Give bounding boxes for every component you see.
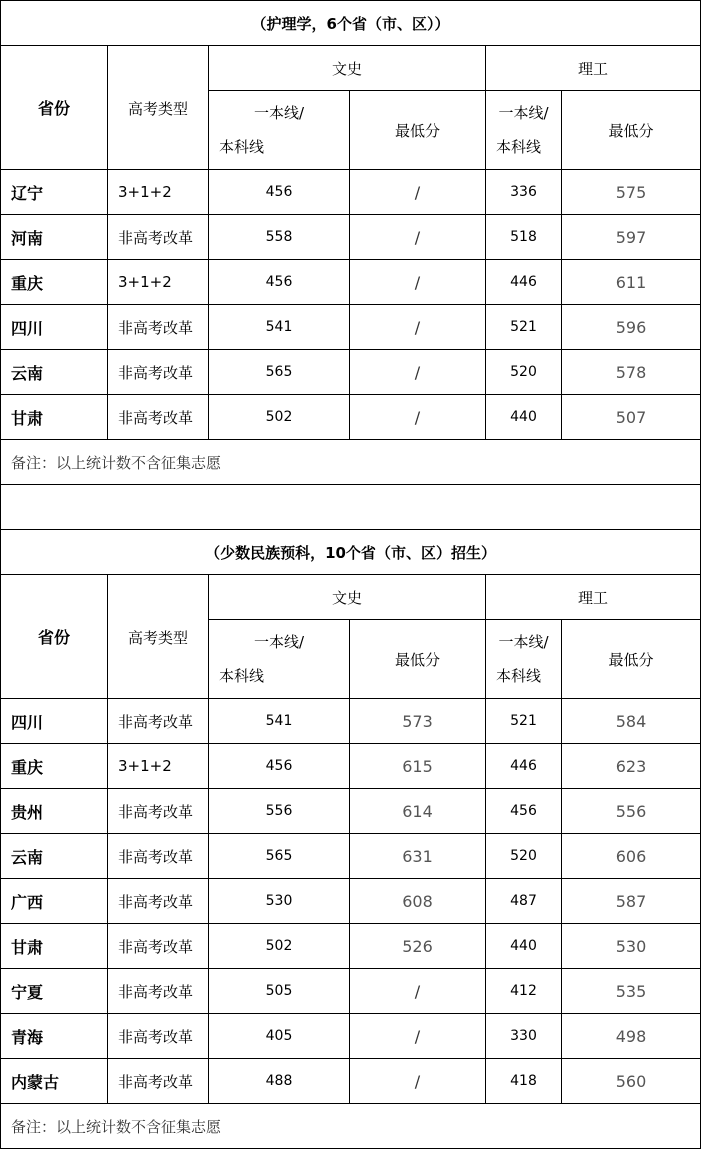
province-cell: 重庆 bbox=[1, 744, 108, 789]
arts-min-cell: / bbox=[350, 395, 486, 440]
table-row bbox=[1, 744, 701, 789]
header-science-min: 最低分 bbox=[562, 91, 701, 170]
arts-line-cell: 565 bbox=[209, 350, 350, 395]
arts-line-cell: 456 bbox=[209, 260, 350, 305]
table-row bbox=[1, 1014, 701, 1059]
table-row bbox=[1, 969, 701, 1014]
arts-min-cell: / bbox=[350, 1014, 486, 1059]
exam-type-cell: 非高考改革 bbox=[108, 924, 209, 969]
arts-line-cell: 558 bbox=[209, 215, 350, 260]
province-cell: 广西 bbox=[1, 879, 108, 924]
header-arts-line bbox=[209, 91, 350, 170]
province-cell: 贵州 bbox=[1, 789, 108, 834]
exam-type-cell: 非高考改革 bbox=[108, 305, 209, 350]
header-line-b: 本科线 bbox=[219, 138, 265, 156]
header-line-a: 一本线/ bbox=[498, 633, 549, 651]
header-arts: 文史 bbox=[209, 46, 486, 91]
arts-line-cell: 456 bbox=[209, 170, 350, 215]
science-line-cell: 520 bbox=[486, 350, 562, 395]
table-row bbox=[1, 789, 701, 834]
table-row bbox=[1, 395, 701, 440]
exam-type-cell: 3+1+2 bbox=[108, 260, 209, 305]
exam-type-cell: 非高考改革 bbox=[108, 789, 209, 834]
science-line-cell: 456 bbox=[486, 789, 562, 834]
arts-line-cell: 541 bbox=[209, 305, 350, 350]
note-text: 备注：以上统计数不含征集志愿 bbox=[1, 1104, 701, 1149]
science-min-cell: 587 bbox=[562, 879, 701, 924]
table-title-row bbox=[1, 1, 701, 46]
note-row bbox=[1, 440, 701, 485]
arts-min-cell: / bbox=[350, 1059, 486, 1104]
science-line-cell: 518 bbox=[486, 215, 562, 260]
table-row bbox=[1, 170, 701, 215]
arts-min-cell: / bbox=[350, 350, 486, 395]
arts-min-cell: 614 bbox=[350, 789, 486, 834]
exam-type-cell: 非高考改革 bbox=[108, 1059, 209, 1104]
province-cell: 云南 bbox=[1, 350, 108, 395]
science-line-cell: 446 bbox=[486, 744, 562, 789]
science-line-cell: 336 bbox=[486, 170, 562, 215]
arts-line-cell: 502 bbox=[209, 924, 350, 969]
exam-type-cell: 非高考改革 bbox=[108, 350, 209, 395]
header-row bbox=[1, 46, 701, 91]
science-min-cell: 498 bbox=[562, 1014, 701, 1059]
arts-min-cell: / bbox=[350, 260, 486, 305]
province-cell: 四川 bbox=[1, 699, 108, 744]
science-min-cell: 535 bbox=[562, 969, 701, 1014]
science-line-cell: 418 bbox=[486, 1059, 562, 1104]
table-row bbox=[1, 260, 701, 305]
exam-type-cell: 非高考改革 bbox=[108, 834, 209, 879]
header-arts-line bbox=[209, 620, 350, 699]
header-science-line bbox=[486, 620, 562, 699]
province-cell: 辽宁 bbox=[1, 170, 108, 215]
province-cell: 河南 bbox=[1, 215, 108, 260]
exam-type-cell: 非高考改革 bbox=[108, 215, 209, 260]
header-line-b: 本科线 bbox=[496, 667, 542, 685]
header-line-b: 本科线 bbox=[219, 667, 265, 685]
table-title-row bbox=[1, 530, 701, 575]
science-min-cell: 584 bbox=[562, 699, 701, 744]
science-line-cell: 520 bbox=[486, 834, 562, 879]
exam-type-cell: 非高考改革 bbox=[108, 969, 209, 1014]
header-exam-type: 高考类型 bbox=[108, 575, 209, 699]
arts-min-cell: / bbox=[350, 305, 486, 350]
arts-line-cell: 530 bbox=[209, 879, 350, 924]
table-title: （少数民族预科，10个省（市、区）招生） bbox=[1, 530, 701, 575]
exam-type-cell: 非高考改革 bbox=[108, 395, 209, 440]
province-cell: 青海 bbox=[1, 1014, 108, 1059]
science-min-cell: 578 bbox=[562, 350, 701, 395]
header-line-a: 一本线/ bbox=[253, 104, 305, 122]
science-min-cell: 597 bbox=[562, 215, 701, 260]
province-cell: 云南 bbox=[1, 834, 108, 879]
note-text: 备注：以上统计数不含征集志愿 bbox=[1, 440, 701, 485]
science-min-cell: 507 bbox=[562, 395, 701, 440]
arts-line-cell: 502 bbox=[209, 395, 350, 440]
science-line-cell: 521 bbox=[486, 699, 562, 744]
header-arts-min: 最低分 bbox=[350, 620, 486, 699]
arts-min-cell: / bbox=[350, 170, 486, 215]
science-line-cell: 521 bbox=[486, 305, 562, 350]
header-science: 理工 bbox=[486, 575, 701, 620]
science-line-cell: 330 bbox=[486, 1014, 562, 1059]
table-row bbox=[1, 1059, 701, 1104]
table-row bbox=[1, 350, 701, 395]
arts-min-cell: 573 bbox=[350, 699, 486, 744]
province-cell: 甘肃 bbox=[1, 924, 108, 969]
table-row bbox=[1, 834, 701, 879]
arts-line-cell: 488 bbox=[209, 1059, 350, 1104]
table-row bbox=[1, 305, 701, 350]
arts-min-cell: / bbox=[350, 215, 486, 260]
science-line-cell: 487 bbox=[486, 879, 562, 924]
arts-line-cell: 456 bbox=[209, 744, 350, 789]
header-arts: 文史 bbox=[209, 575, 486, 620]
header-province: 省份 bbox=[1, 46, 108, 170]
spacer-row bbox=[1, 485, 701, 530]
table-row bbox=[1, 879, 701, 924]
arts-line-cell: 565 bbox=[209, 834, 350, 879]
header-row bbox=[1, 575, 701, 620]
header-line-b: 本科线 bbox=[496, 138, 542, 156]
arts-min-cell: 526 bbox=[350, 924, 486, 969]
science-line-cell: 440 bbox=[486, 395, 562, 440]
header-arts-min: 最低分 bbox=[350, 91, 486, 170]
arts-min-cell: 608 bbox=[350, 879, 486, 924]
arts-line-cell: 556 bbox=[209, 789, 350, 834]
header-science-line bbox=[486, 91, 562, 170]
arts-line-cell: 541 bbox=[209, 699, 350, 744]
arts-min-cell: 631 bbox=[350, 834, 486, 879]
arts-min-cell: / bbox=[350, 969, 486, 1014]
science-min-cell: 556 bbox=[562, 789, 701, 834]
header-science-min: 最低分 bbox=[562, 620, 701, 699]
exam-type-cell: 3+1+2 bbox=[108, 744, 209, 789]
science-min-cell: 575 bbox=[562, 170, 701, 215]
table-row bbox=[1, 699, 701, 744]
table-row bbox=[1, 924, 701, 969]
arts-line-cell: 505 bbox=[209, 969, 350, 1014]
science-line-cell: 440 bbox=[486, 924, 562, 969]
exam-type-cell: 非高考改革 bbox=[108, 879, 209, 924]
province-cell: 内蒙古 bbox=[1, 1059, 108, 1104]
science-min-cell: 606 bbox=[562, 834, 701, 879]
science-min-cell: 530 bbox=[562, 924, 701, 969]
exam-type-cell: 非高考改革 bbox=[108, 699, 209, 744]
table-row bbox=[1, 215, 701, 260]
science-min-cell: 611 bbox=[562, 260, 701, 305]
science-line-cell: 412 bbox=[486, 969, 562, 1014]
arts-min-cell: 615 bbox=[350, 744, 486, 789]
table-title: （护理学，6个省（市、区）） bbox=[1, 1, 701, 46]
header-science: 理工 bbox=[486, 46, 701, 91]
province-cell: 四川 bbox=[1, 305, 108, 350]
science-min-cell: 623 bbox=[562, 744, 701, 789]
province-cell: 重庆 bbox=[1, 260, 108, 305]
blank-cell bbox=[1, 485, 701, 530]
header-exam-type: 高考类型 bbox=[108, 46, 209, 170]
science-min-cell: 596 bbox=[562, 305, 701, 350]
province-cell: 甘肃 bbox=[1, 395, 108, 440]
exam-type-cell: 非高考改革 bbox=[108, 1014, 209, 1059]
header-line-a: 一本线/ bbox=[498, 104, 549, 122]
province-cell: 宁夏 bbox=[1, 969, 108, 1014]
exam-type-cell: 3+1+2 bbox=[108, 170, 209, 215]
science-min-cell: 560 bbox=[562, 1059, 701, 1104]
note-row bbox=[1, 1104, 701, 1149]
header-province: 省份 bbox=[1, 575, 108, 699]
science-line-cell: 446 bbox=[486, 260, 562, 305]
header-line-a: 一本线/ bbox=[253, 633, 305, 651]
arts-line-cell: 405 bbox=[209, 1014, 350, 1059]
